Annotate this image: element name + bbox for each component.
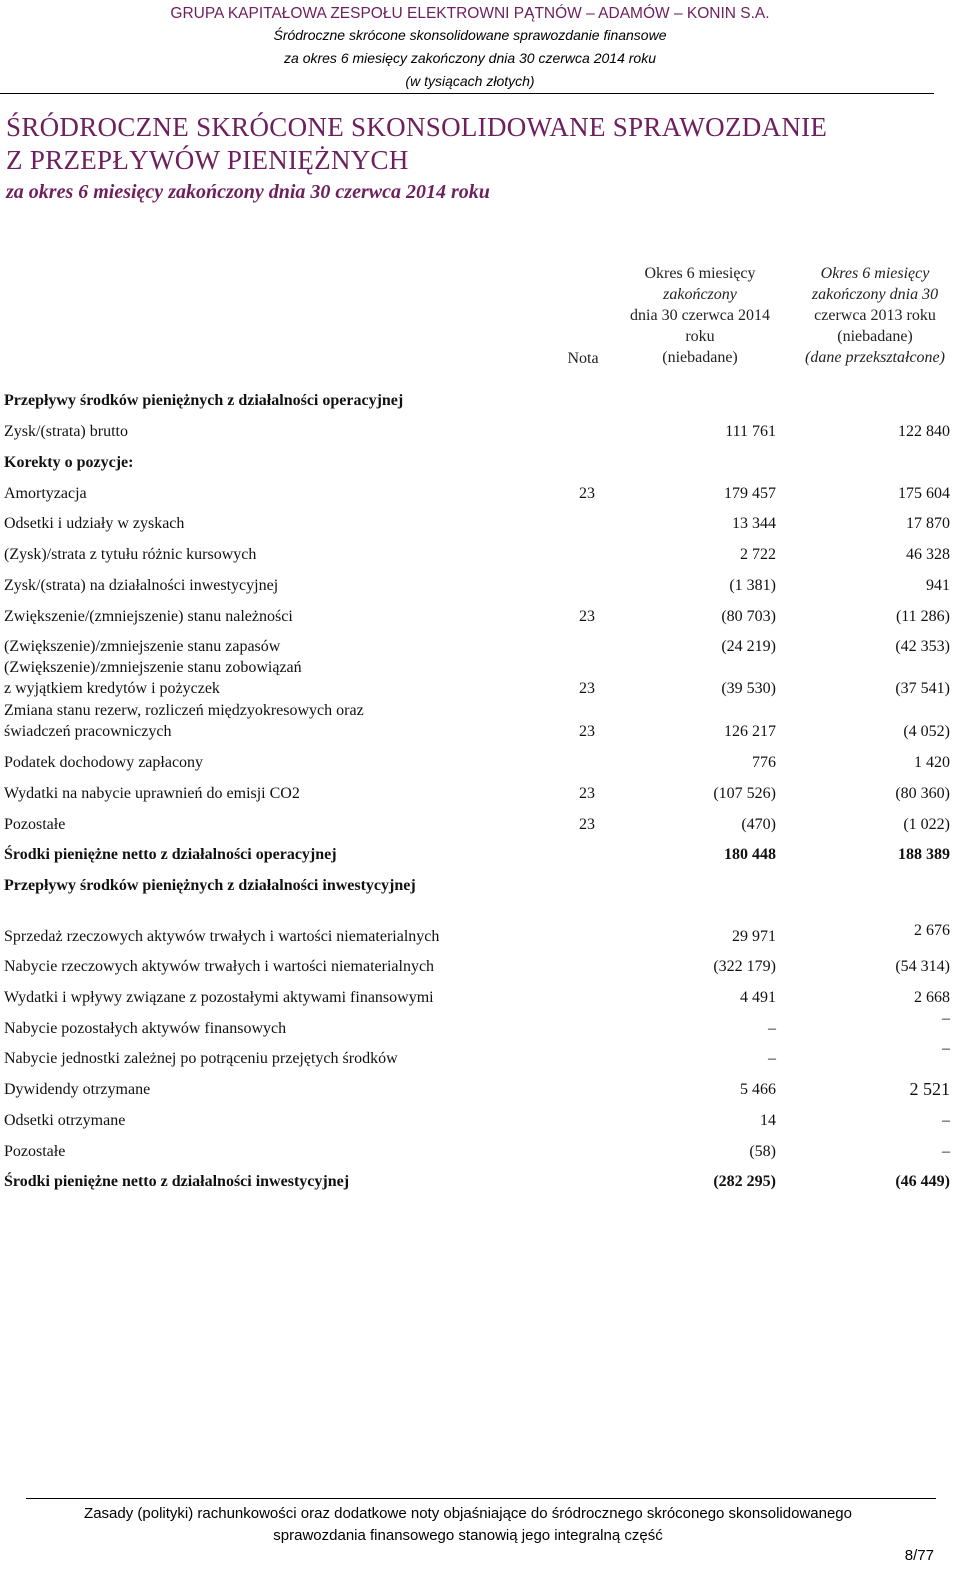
statement-title-line-2: Z PRZEPŁYWÓW PIENIĘŻNYCH [6,145,409,175]
current-header-line: zakończony [663,286,737,303]
row-label: Zysk/(strata) brutto [4,423,128,440]
row-label: Pozostałe [4,816,66,833]
previous-header-line: (niebadane) [837,328,913,345]
value-current: (107 526) [713,785,776,802]
value-current: 180 448 [724,846,776,863]
value-previous: – [942,1040,950,1057]
page-number: 8/77 [904,1547,934,1564]
footer-note-line: Zasady (polityki) rachunkowości oraz dodatkowe noty objaśniające do śródrocznego skróconego skonsolidowanego [84,1505,852,1522]
row-label: Sprzedaż rzeczowych aktywów trwałych i wartości niematerialnych [4,928,440,945]
current-header-line: Okres 6 miesięcy [644,265,756,282]
row-label: Środki pieniężne netto z działalności inwestycyjnej [4,1173,350,1190]
row-label: Wydatki na nabycie uprawnień do emisji CO2 [4,785,300,802]
value-previous: – [942,1010,950,1027]
header-divider [0,93,934,94]
previous-header-line: zakończony dnia 30 [811,286,939,303]
value-previous: 2 668 [914,989,950,1006]
row-label: Dywidendy otrzymane [4,1081,151,1098]
value-current: 14 [760,1112,776,1129]
value-current: (39 530) [721,680,776,697]
value-previous: 46 328 [906,546,950,563]
row-label: Zwiększenie/(zmniejszenie) stanu należności [4,608,293,625]
row-label: Odsetki i udziały w zyskach [4,515,185,532]
current-header-line: roku [685,328,715,345]
row-label: Nabycie rzeczowych aktywów trwałych i wartości niematerialnych [4,958,435,975]
value-previous: 941 [926,577,950,594]
row-label: Odsetki otrzymane [4,1112,126,1129]
column-header-nota: Nota [567,350,599,367]
report-name: Śródroczne skrócone skonsolidowane sprawozdanie finansowe [273,27,667,43]
footer-note-line: sprawozdania finansowego stanowią jego integralną część [273,1527,663,1544]
report-units: (w tysiącach złotych) [405,73,535,89]
value-previous: (42 353) [895,638,950,655]
current-header-line: dnia 30 czerwca 2014 [630,307,770,324]
row-label: (Zysk)/strata z tytułu różnic kursowych [4,546,257,563]
value-current: 13 344 [732,515,776,532]
row-label: Nabycie jednostki zależnej po potrąceniu przejętych środków [4,1050,398,1067]
value-previous: (37 541) [895,680,950,697]
row-nota: 23 [579,785,595,802]
row-label: Pozostałe [4,1143,66,1160]
value-previous: 175 604 [898,485,950,502]
value-previous: (46 449) [895,1173,950,1190]
value-current: (80 703) [721,608,776,625]
row-label: Zysk/(strata) na działalności inwestycyjnej [4,577,279,594]
statement-subtitle: za okres 6 miesięcy zakończony dnia 30 czerwca 2014 roku [6,181,490,203]
value-previous: (80 360) [895,785,950,802]
footer-divider [26,1498,936,1499]
value-current: 4 491 [740,989,776,1006]
value-previous: (54 314) [895,958,950,975]
table-row [4,659,950,701]
row-nota: 23 [579,485,595,502]
value-current: 2 722 [740,546,776,563]
value-current: – [768,1050,776,1067]
row-label: Zmiana stanu rezerw, rozliczeń międzyokresowych oraz [4,702,364,719]
value-current: – [768,1020,776,1037]
value-current: (24 219) [721,638,776,655]
row-label: Podatek dochodowy zapłacony [4,754,204,771]
value-previous: 188 389 [898,846,950,863]
value-current: (1 381) [729,577,776,594]
value-current: 126 217 [724,723,776,740]
value-current: (58) [749,1143,776,1160]
row-label: Amortyzacja [4,485,87,502]
value-current: 179 457 [724,485,776,502]
statement-title-line-1: ŚRÓDROCZNE SKRÓCONE SKONSOLIDOWANE SPRAWOZDANIE [6,112,828,142]
row-label: Środki pieniężne netto z działalności operacyjnej [4,846,337,863]
row-label: Korekty o pozycje: [4,454,134,471]
footer-note [0,1503,936,1547]
value-previous: – [942,1112,950,1129]
column-header-current-period [610,263,790,368]
value-current: (282 295) [713,1173,776,1190]
row-nota: 23 [579,608,595,625]
row-label: (Zwiększenie)/zmniejszenie stanu zobowiązań [4,659,302,676]
value-current: 29 971 [732,928,776,945]
value-previous: 2 676 [914,922,950,939]
row-label: Przepływy środków pieniężnych z działalności operacyjnej [4,392,404,409]
row-label-continued: z wyjątkiem kredytów i pożyczek [4,680,220,697]
value-previous: 17 870 [906,515,950,532]
value-previous: 1 420 [914,754,950,771]
row-nota: 23 [579,680,595,697]
row-label-continued: świadczeń pracowniczych [4,723,172,740]
current-header-line: (niebadane) [662,349,738,366]
row-label: Wydatki i wpływy związane z pozostałymi aktywami finansowymi [4,989,434,1006]
value-previous: – [942,1143,950,1160]
previous-header-line: (dane przekształcone) [805,349,945,366]
value-current: (322 179) [713,958,776,975]
value-previous: (1 022) [903,816,950,833]
row-nota: 23 [579,816,595,833]
value-previous: 122 840 [898,423,950,440]
value-current: 5 466 [740,1081,776,1098]
value-previous: (4 052) [903,723,950,740]
value-previous: (11 286) [895,608,950,625]
report-period: za okres 6 miesięcy zakończony dnia 30 czerwca 2014 roku [284,50,656,66]
previous-header-line: Okres 6 miesięcy [820,265,930,282]
previous-header-line: czerwca 2013 roku [814,307,936,324]
value-current: 111 761 [725,423,776,440]
row-label: Nabycie pozostałych aktywów finansowych [4,1020,287,1037]
value-current: (470) [741,816,776,833]
value-previous: 2 521 [909,1079,950,1099]
row-label: (Zwiększenie)/zmniejszenie stanu zapasów [4,638,281,655]
column-header-previous-period [790,263,960,368]
table-row [4,702,950,744]
value-current: 776 [752,754,776,771]
row-label: Przepływy środków pieniężnych z działalności inwestycyjnej [4,877,416,894]
company-name: GRUPA KAPITAŁOWA ZESPOŁU ELEKTROWNI PĄTNÓW – ADAMÓW – KONIN S.A. [170,5,770,22]
row-nota: 23 [579,723,595,740]
